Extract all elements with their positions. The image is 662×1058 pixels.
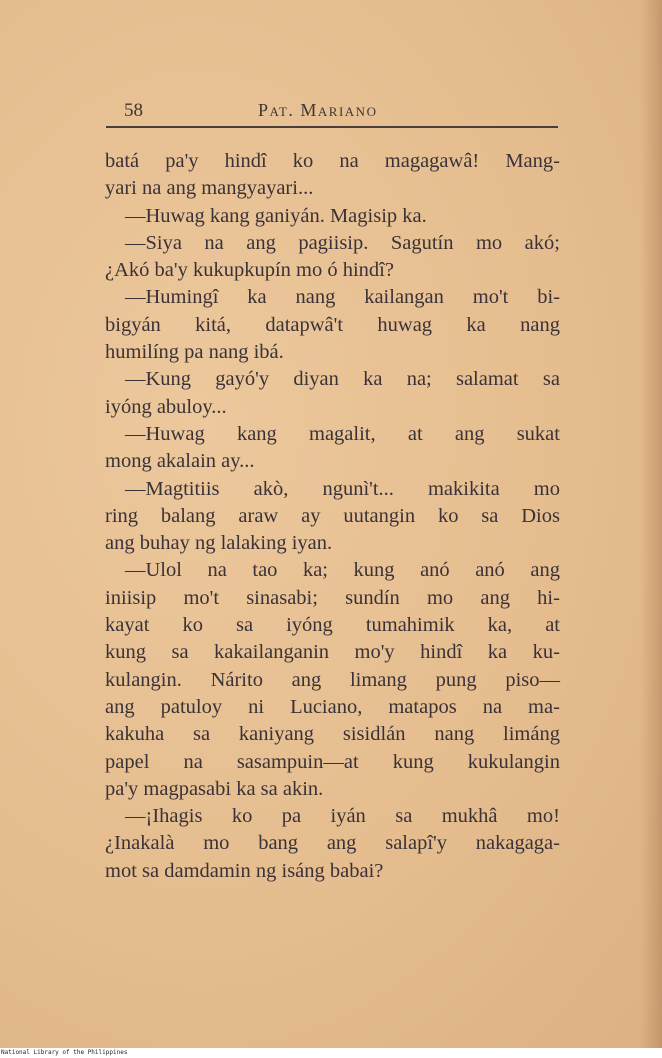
running-head: Pat. Mariano xyxy=(258,100,378,120)
header-rule xyxy=(106,126,558,128)
text-line: —Siya na ang pagiisip. Sagutín mo akó; xyxy=(125,231,560,254)
text-line: iyóng abuloy... xyxy=(105,395,227,418)
text-line: kung sa kakailanganin mo'y hindî ka ku- xyxy=(105,641,560,664)
text-line: ang buhay ng lalaking iyan. xyxy=(105,532,333,555)
text-line: mot sa damdamin ng isáng babai? xyxy=(105,859,384,882)
text-line: mong akalain ay... xyxy=(105,450,255,473)
library-credit: National Library of the Philippines xyxy=(0,1048,662,1058)
text-line: —Kung gayó'y diyan ka na; salamat sa xyxy=(125,368,560,391)
text-line: ang patuloy ni Luciano, matapos na ma- xyxy=(105,695,560,718)
text-line: kayat ko sa iyóng tumahimik ka, at xyxy=(105,614,560,637)
body-text xyxy=(105,148,560,885)
page-header xyxy=(106,96,558,126)
text-line: iniisip mo't sinasabi; sundín mo ang hi- xyxy=(105,586,560,609)
text-line: —¡Ihagis ko pa iyán sa mukhâ mo! xyxy=(125,805,560,828)
text-line: —Huwag kang ganiyán. Magisip ka. xyxy=(125,204,427,227)
text-line: pa'y magpasabi ka sa akin. xyxy=(105,777,324,800)
text-line: ¿Akó ba'y kukupkupín mo ó hindî? xyxy=(105,259,394,282)
text-line: papel na sasampuin—at kung kukulangin xyxy=(105,750,560,773)
text-line: —Magtitiis akò, ngunì't... makikita mo xyxy=(125,477,560,500)
text-line: —Ulol na tao ka; kung anó anó ang xyxy=(125,559,560,582)
page-number: 58 xyxy=(124,100,143,121)
text-line: ring balang araw ay uutangin ko sa Dios xyxy=(105,504,560,527)
text-line: yari na ang mangyayari... xyxy=(105,177,314,200)
text-line: kakuha sa kaniyang sisidlán nang limáng xyxy=(105,723,560,746)
text-line: humilíng pa nang ibá. xyxy=(105,341,284,364)
text-line: —Humingî ka nang kailangan mo't bi- xyxy=(125,286,560,309)
text-line: kulangin. Nárito ang limang pung piso— xyxy=(105,668,560,691)
text-line: —Huwag kang magalit, at ang sukat xyxy=(125,422,560,445)
page-edge-shadow xyxy=(640,0,662,1048)
text-line: batá pa'y hindî ko na magagawâ! Mang- xyxy=(105,150,560,172)
text-line: bigyán kitá, datapwâ't huwag ka nang xyxy=(105,313,560,336)
text-line: ¿Inakalà mo bang ang salapî'y nakagaga- xyxy=(105,832,560,855)
